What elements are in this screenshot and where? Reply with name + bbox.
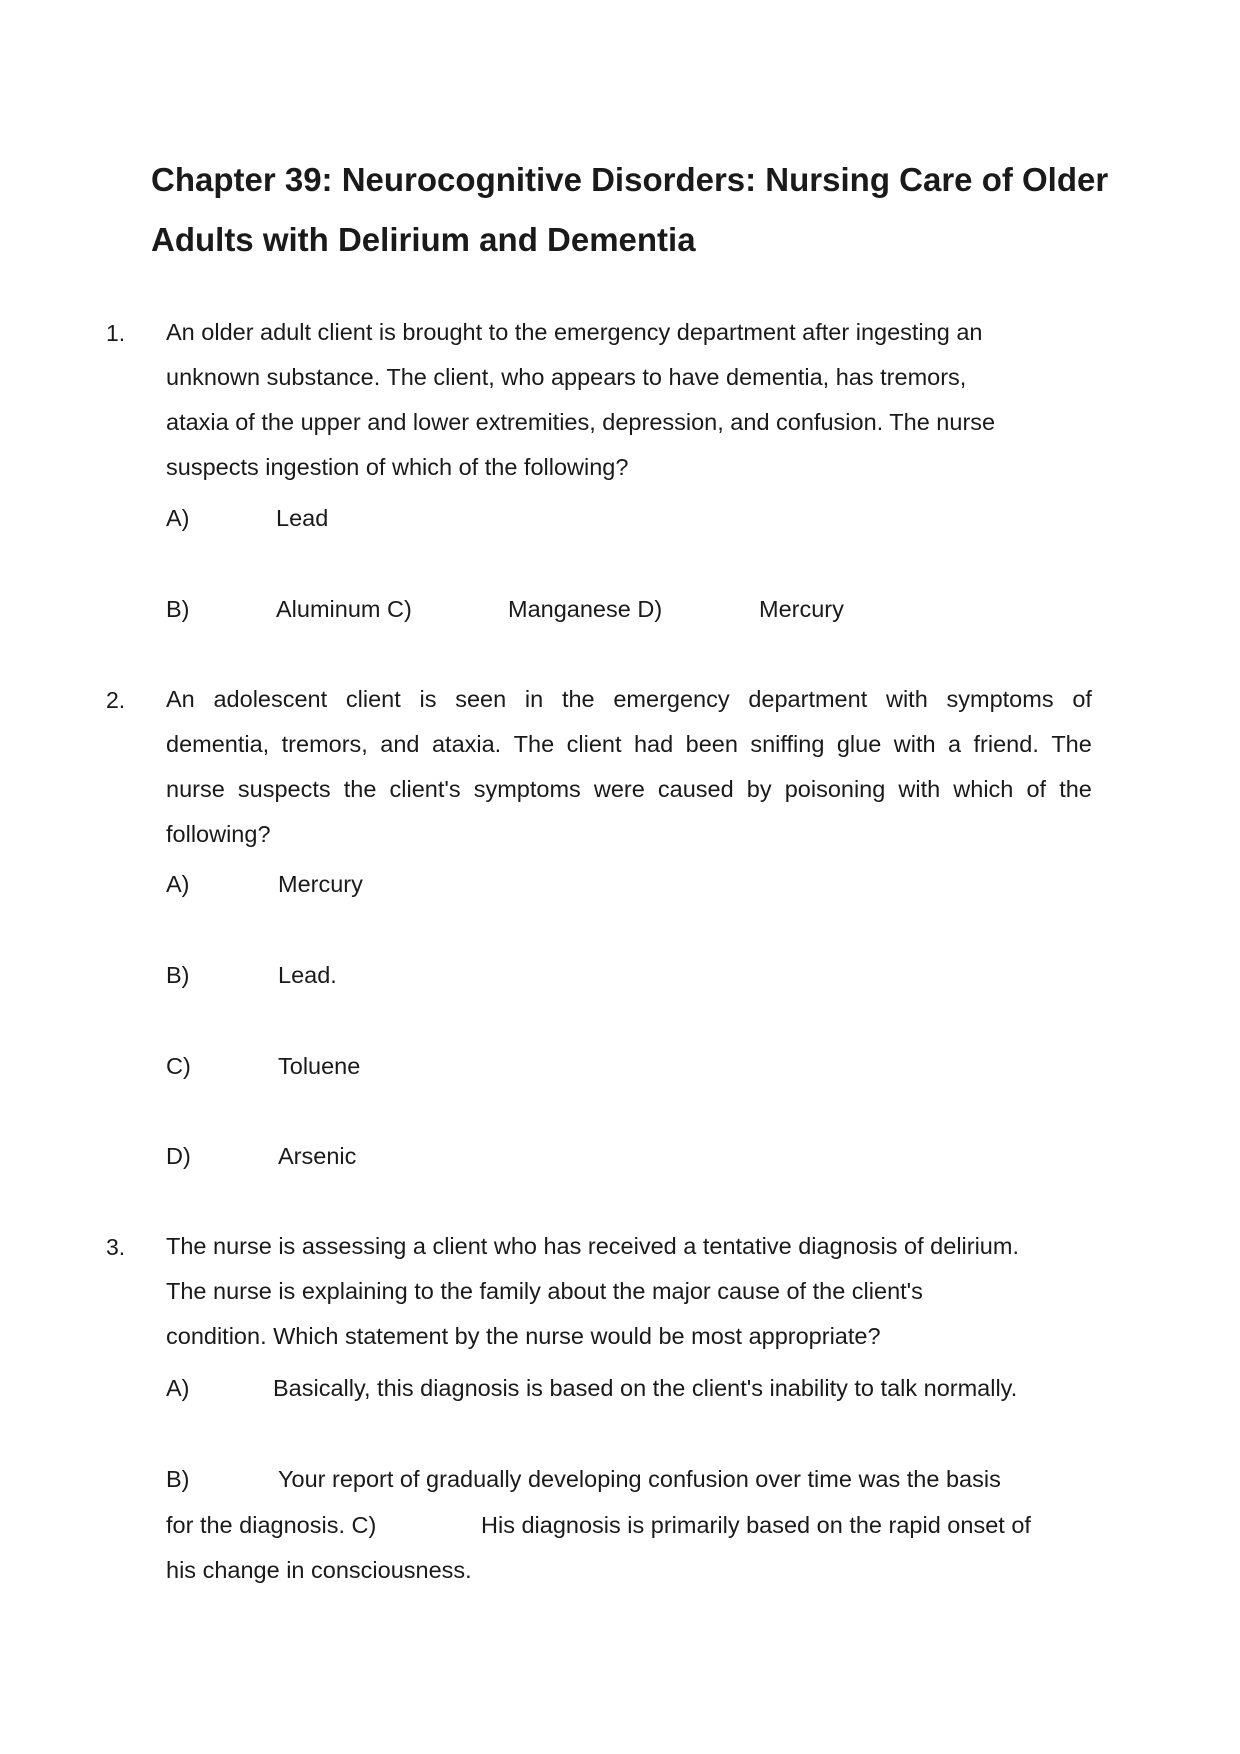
stem-word: of [1026,776,1047,802]
option-text: Mercury [278,871,363,897]
option-text: his change in consciousness. [166,1557,472,1583]
option-text: Aluminum C) [276,596,412,622]
stem-word: adolescent [213,686,328,712]
stem-word: the [343,776,377,802]
option-text: His diagnosis is primarily based on the rapid onset of [481,1512,1031,1538]
stem-word: ataxia. [431,731,502,757]
stem-word: and [380,731,420,757]
option-letter: C) [166,1053,191,1079]
option-letter: A) [166,505,190,531]
stem-word: a [948,731,962,757]
stem-word: An [166,686,195,712]
title-line-1: Chapter 39: Neurocognitive Disorders: Nursing Care of Older [151,161,1109,198]
stem-word: in [524,686,544,712]
stem-line: following? [166,821,271,847]
stem-word: symptoms [946,686,1054,712]
option-letter: A) [166,1375,190,1401]
stem-word: client [566,731,622,757]
stem-word: had [633,731,674,757]
stem-word: caused [657,776,734,802]
stem-word: seen [455,686,507,712]
stem-word: with [885,686,928,712]
stem-line [166,677,1092,722]
stem-word: emergency [613,686,730,712]
stem-word: The [1051,731,1092,757]
stem-word: been [685,731,738,757]
option-letter: B) [166,1466,190,1492]
option-text: Arsenic [278,1143,357,1169]
option-letter: A) [166,871,190,897]
stem-word: symptoms [473,776,581,802]
stem-word: the [1059,776,1092,802]
stem-word: The [513,731,555,757]
stem-word: with [893,731,936,757]
page-title [151,150,1111,270]
stem-word: which [953,776,1014,802]
option-letter: B) [166,962,190,988]
stem-word: tremors, [281,731,368,757]
stem-word: client's [389,776,461,802]
stem-line: unknown substance. The client, who appears to have dementia, has tremors, [166,364,967,390]
stem-word: by [746,776,772,802]
option-text: Your report of gradually developing confusion over time was the basis [278,1466,1001,1492]
question-number: 1. [106,320,126,346]
stem-word: with [898,776,941,802]
option-text: Basically, this diagnosis is based on the client's inability to talk normally. [273,1375,1018,1401]
option-letter: B) [166,596,190,622]
stem-word: is [419,686,437,712]
stem-line: An older adult client is brought to the emergency department after ingesting an [166,319,983,345]
stem-word: dementia, [166,731,270,757]
stem-line [166,767,1092,812]
stem-line: suspects ingestion of which of the following? [166,454,629,480]
option-letter: D) [166,1143,191,1169]
question-stem [166,1224,1104,1359]
stem-word: client [345,686,401,712]
stem-word: nurse [166,776,225,802]
option-text: for the diagnosis. C) [166,1512,377,1538]
stem-word: department [748,686,868,712]
stem-line: The nurse is explaining to the family about the major cause of the client's [166,1278,923,1304]
option-text: Manganese D) [508,596,663,622]
stem-word: the [561,686,595,712]
stem-line: ataxia of the upper and lower extremities, depression, and confusion. The nurse [166,409,996,435]
question-stem [166,310,1104,490]
question-stem [166,677,1092,857]
title-line-2: Adults with Delirium and Dementia [151,221,696,258]
stem-line [166,722,1092,767]
stem-word: poisoning [784,776,886,802]
option-text: Lead. [278,962,337,988]
stem-word: sniffing [750,731,825,757]
option-text: Lead [276,505,329,531]
stem-word: glue [836,731,882,757]
option-text: Mercury [759,596,844,622]
option-text: Toluene [278,1053,361,1079]
stem-word: friend. [973,731,1039,757]
stem-line: condition. Which statement by the nurse would be most appropriate? [166,1323,881,1349]
question-number: 2. [106,687,126,713]
stem-word: were [593,776,645,802]
question-number: 3. [106,1234,126,1260]
stem-word: suspects [237,776,331,802]
stem-line: The nurse is assessing a client who has received a tentative diagnosis of delirium. [166,1233,1019,1259]
stem-word: of [1072,686,1092,712]
